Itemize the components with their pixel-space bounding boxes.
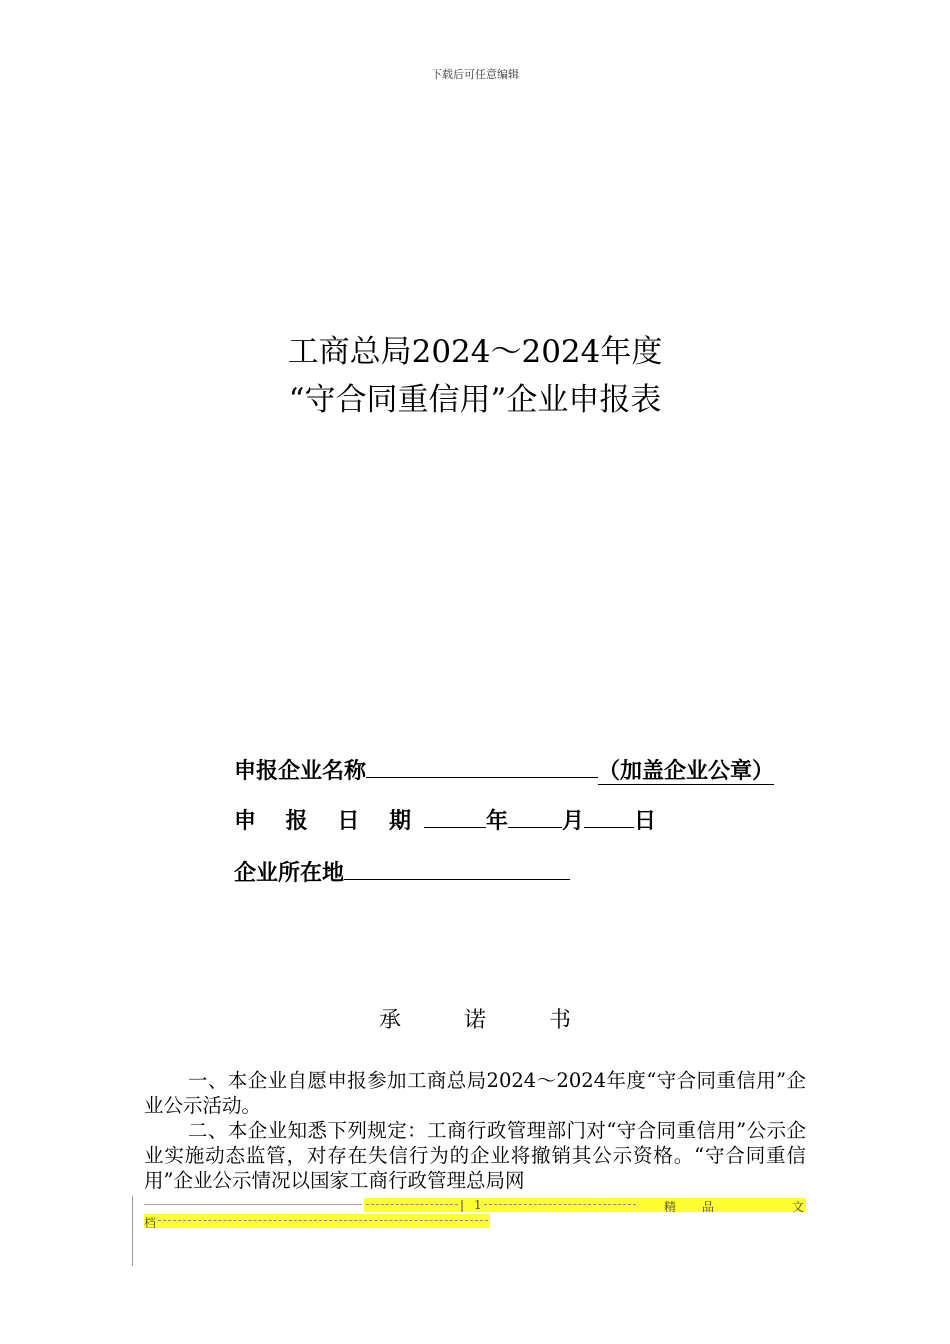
footer-highlight-1 xyxy=(364,1198,806,1212)
month-blank[interactable] xyxy=(508,805,562,828)
location-label: 企业所在地 xyxy=(234,861,345,886)
company-name-label: 申报企业名称 xyxy=(234,759,367,784)
document-title-line1: 工商总局2024～2024年度 xyxy=(287,334,663,370)
footer-dashes xyxy=(484,1204,636,1205)
year-label: 年 xyxy=(485,809,508,834)
month-label: 月 xyxy=(562,809,585,834)
day-blank[interactable] xyxy=(584,805,634,828)
page-number: 1 xyxy=(474,1198,482,1212)
footer-row-2 xyxy=(144,1214,806,1228)
application-date-field xyxy=(234,804,656,835)
pledge-title: 承 诺 书 xyxy=(379,1008,599,1033)
footer-dashes xyxy=(158,1220,488,1221)
location-blank[interactable] xyxy=(344,857,570,880)
footer-row-1 xyxy=(144,1198,806,1212)
footer-label-char: 文 xyxy=(792,1200,805,1212)
company-name-blank[interactable] xyxy=(366,755,598,778)
footer-label-char: 品 xyxy=(702,1200,715,1212)
margin-line xyxy=(132,1196,133,1266)
seal-note: （加盖企业公章） xyxy=(598,759,775,784)
footer-label-last: 档 xyxy=(144,1216,157,1228)
page-separator: | xyxy=(460,1198,465,1212)
footer-label-char: 精 xyxy=(664,1200,677,1212)
footer-band xyxy=(144,1196,806,1230)
year-blank[interactable] xyxy=(424,805,486,828)
pledge-paragraph-2: 二、本企业知悉下列规定：工商行政管理部门对“守合同重信用”公示企业实施动态监管，对存在失信行为的企业将撤销其公示资格。“守合同重信用”企业公示情况以国家工商行政管理总局网 xyxy=(144,1119,806,1192)
company-name-field xyxy=(234,754,774,785)
document-title-line2: “守合同重信用”企业申报表 xyxy=(288,382,662,418)
footer-highlight-2 xyxy=(144,1214,490,1228)
day-label: 日 xyxy=(634,809,657,834)
header-note: 下载后可任意编辑 xyxy=(431,68,519,81)
footer-dashes xyxy=(366,1204,458,1205)
company-location-field xyxy=(234,856,570,887)
date-label: 申 报 日 期 xyxy=(234,809,422,834)
footer-rule xyxy=(144,1204,362,1205)
pledge-paragraph-1: 一、本企业自愿申报参加工商总局2024～2024年度“守合同重信用”企业公示活动。 xyxy=(144,1069,806,1117)
